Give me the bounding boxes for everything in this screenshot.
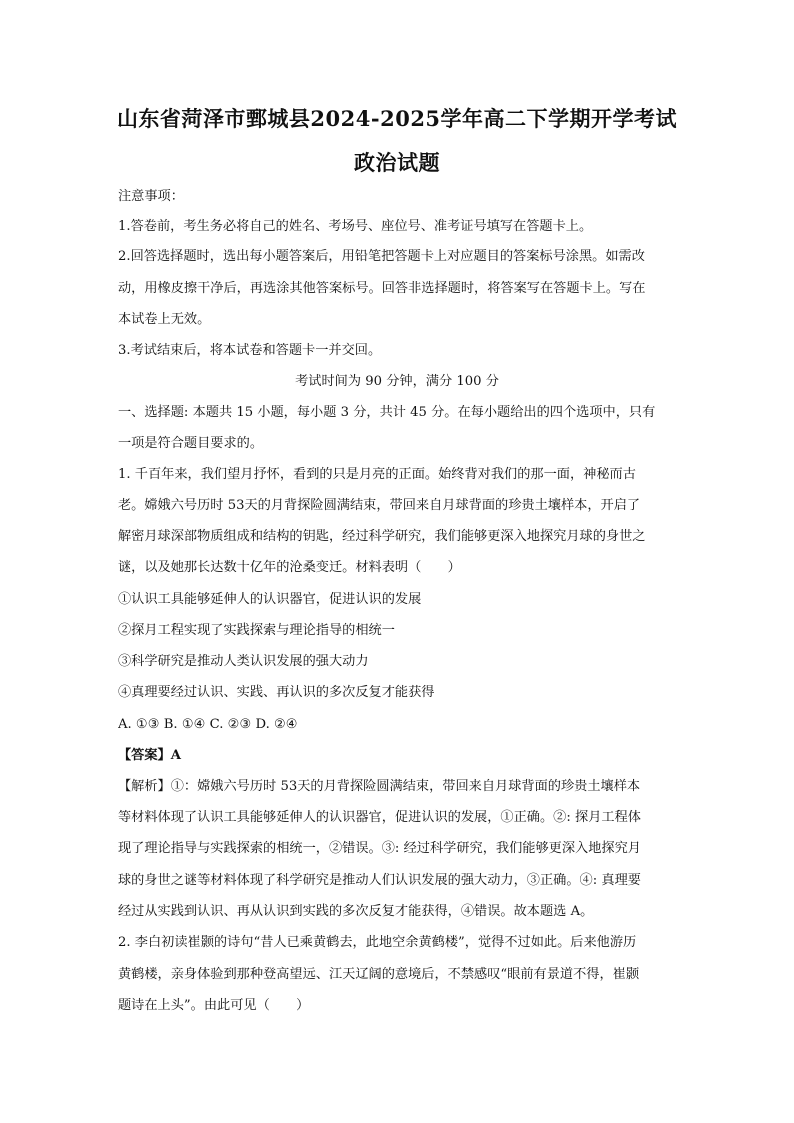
notice-heading: 注意事项： — [118, 189, 184, 204]
notice-item-1: 1.答卷前，考生务必将自己的姓名、考场号、座位号、准考证号填写在答题卡上。 — [118, 219, 593, 234]
question-1-stem-line-2: 老。嫦娥六号历时 53天的月背探险圆满结束，带回来自月球背面的珍贵土壤样本，开启了 — [118, 498, 641, 513]
question-1-statement-2: ②探月工程实现了实践探索与理论指导的相统一 — [118, 623, 395, 638]
question-1-analysis-line-3: 现了理论指导与实践探索的相统一，②错误。③: 经过科学研究，我们能够更深入地探究月 — [118, 841, 641, 856]
document-title: 山东省菏泽市鄄城县2024-2025学年高二下学期开学考试 — [116, 106, 678, 131]
question-1-analysis-line-1: 【解析】①：嫦娥六号历时 53天的月背探险圆满结束，带回来自月球背面的珍贵土壤样本 — [118, 779, 641, 794]
question-1-answer: 【答案】A — [118, 748, 181, 763]
notice-item-3: 3.考试结束后，将本试卷和答题卡一并交回。 — [118, 343, 382, 358]
notice-item-2-line-2: 动，用橡皮擦干净后，再选涂其他答案标号。回答非选择题时，将答案写在答题卡上。写在 — [118, 281, 646, 296]
question-1-statement-3: ③科学研究是推动人类认识发展的强大动力 — [118, 654, 369, 669]
question-2-stem-line-1: 2. 李白初读崔颢的诗句“昔人已乘黄鹤去，此地空余黄鹤楼”，觉得不过如此。后来他游历 — [118, 935, 637, 950]
question-1-statement-4: ④真理要经过认识、实践、再认识的多次反复才能获得 — [118, 685, 435, 700]
question-1-analysis-line-4: 球的身世之谜等材料体现了科学研究是推动人们认识发展的强大动力，③正确。④: 真理要 — [118, 873, 641, 888]
question-1-analysis-line-5: 经过从实践到认识、再从认识到实践的多次反复才能获得，④错误。故本题选 A。 — [118, 904, 594, 919]
question-1-statement-1: ①认识工具能够延伸人的认识器官，促进认识的发展 — [118, 592, 422, 607]
question-2-stem-line-3: 题诗在上头”。由此可见（ ） — [118, 998, 310, 1013]
question-1-stem-line-4: 谜，以及她那长达数十亿年的沧桑变迁。材料表明（ ） — [118, 560, 461, 575]
question-1-stem-line-1: 1. 千百年来，我们望月抒怀，看到的只是月亮的正面。始终背对我们的那一面，神秘而古 — [118, 467, 636, 482]
question-1-options: A. ①③ B. ①④ C. ②③ D. ②④ — [118, 717, 298, 732]
question-1-stem-line-3: 解密月球深部物质组成和结构的钥匙，经过科学研究，我们能够更深入地探究月球的身世之 — [118, 529, 646, 544]
question-1-analysis-line-2: 等材料体现了认识工具能够延伸人的认识器官，促进认识的发展，①正确。②: 探月工程体 — [118, 810, 641, 825]
notice-item-2-line-3: 本试卷上无效。 — [118, 312, 211, 327]
document-subtitle: 政治试题 — [354, 150, 440, 175]
exam-info: 考试时间为 90 分钟，满分 100 分 — [295, 374, 499, 389]
section-1-heading-line-2: 一项是符合题目要求的。 — [118, 436, 264, 451]
notice-item-2-line-1: 2.回答选择题时，选出每小题答案后，用铅笔把答题卡上对应题目的答案标号涂黑。如需改 — [118, 249, 645, 264]
section-1-heading-line-1: 一、选择题: 本题共 15 小题，每小题 3 分，共计 45 分。在每小题给出的四个选项中，只有 — [118, 405, 656, 420]
question-2-stem-line-2: 黄鹤楼，亲身体验到那种登高望远、江天辽阔的意境后，不禁感叹“眼前有景道不得，崔颢 — [118, 967, 640, 982]
